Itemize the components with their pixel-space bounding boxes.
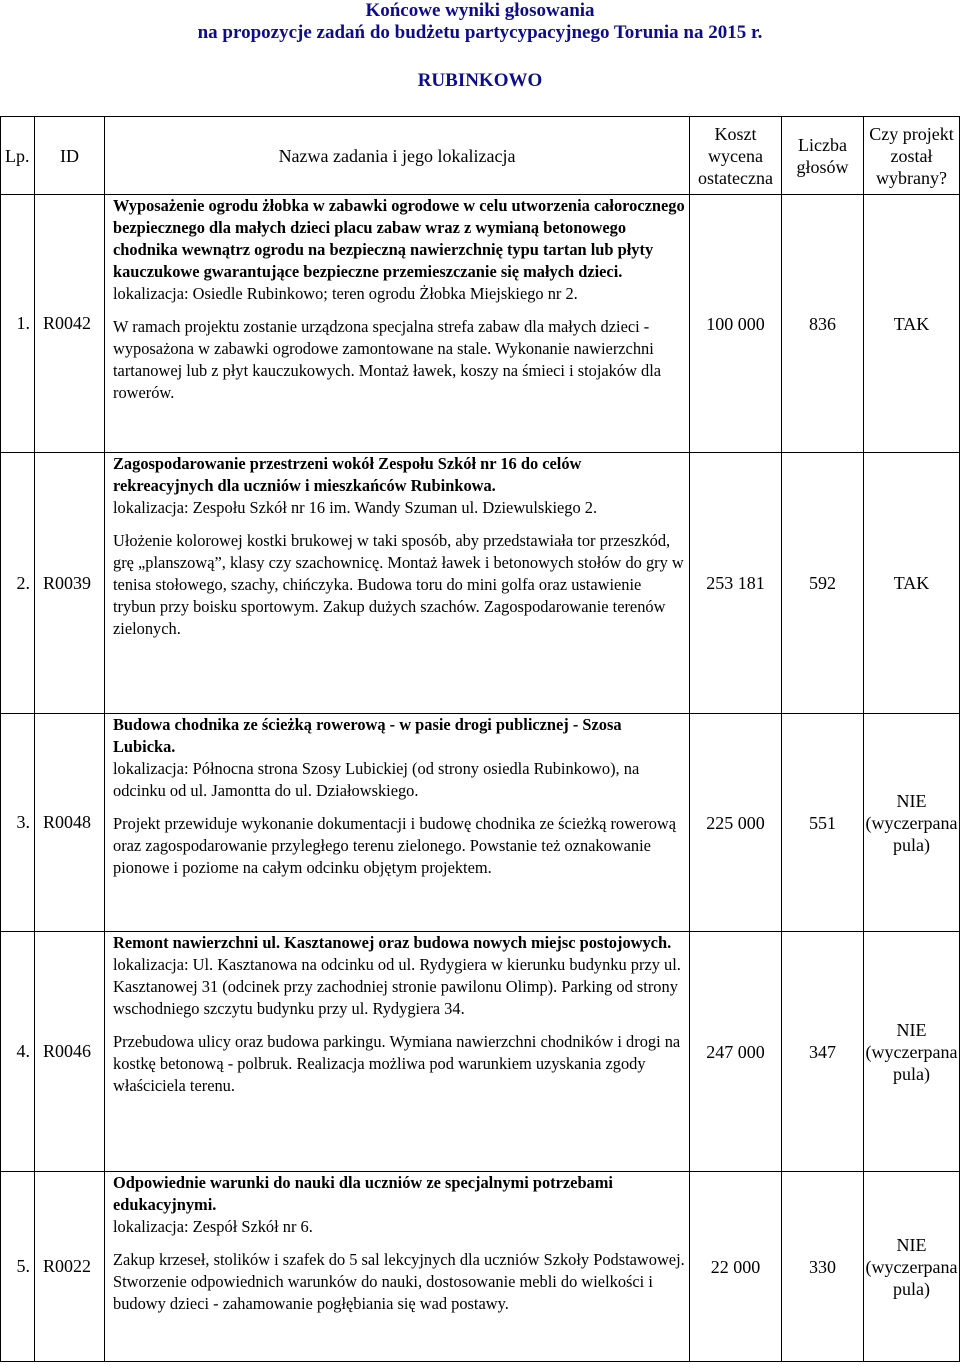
document-title: Końcowe wyniki głosowania [365, 0, 595, 21]
task-description: Projekt przewiduje wykonanie dokumentacji i budowę chodnika ze ścieżką rowerową oraz zagospodarowanie przyległego terenu zielonego. Powstanie też oznakowanie pionowe i poziome na całym odcinku objętym projektem. [113, 814, 677, 877]
table-row [1, 1172, 960, 1362]
row-id: R0042 [35, 195, 105, 453]
col-votes: Liczba głosów [782, 117, 864, 195]
district-name: RUBINKOWO [417, 70, 543, 91]
row-id: R0046 [35, 932, 105, 1172]
task-location: lokalizacja: Ul. Kasztanowa na odcinku od ul. Rydygiera w kierunku budynku przy ul. Kasztanowej 31 (odcinek przy zachodniej stronie pawilonu Olimp). Parking od strony wschodniego szczytu budynku przy ul. Rydygiera 34. [113, 955, 681, 1018]
col-chosen: Czy projekt został wybrany? [864, 117, 960, 195]
row-id: R0048 [35, 714, 105, 932]
row-lp: 5. [1, 1172, 35, 1362]
row-chosen: NIE (wyczerpana pula) [864, 932, 960, 1172]
document-subtitle: na propozycje zadań do budżetu partycypacyjnego Torunia na 2015 r. [197, 22, 763, 43]
row-lp: 4. [1, 932, 35, 1172]
row-id: R0039 [35, 453, 105, 714]
col-cost: Koszt wycena ostateczna [690, 117, 782, 195]
task-description: Przebudowa ulicy oraz budowa parkingu. Wymiana nawierzchni chodników i drogi na kostkę betonową - polbruk. Realizacja możliwa pod warunkiem uzyskania zgody właściciela terenu. [113, 1032, 681, 1095]
task-description: Zakup krzeseł, stolików i szafek do 5 sal lekcyjnych dla uczniów Szkoły Podstawowej. Stworzenie odpowiednich warunków do nauki, dostosowanie mebli do wielkości i budowy dzieci - zahamowanie pogłębiania się wad postawy. [113, 1250, 685, 1313]
task-location: lokalizacja: Osiedle Rubinkowo; teren ogrodu Żłobka Miejskiego nr 2. [113, 284, 578, 303]
row-votes: 836 [782, 195, 864, 453]
col-id: ID [35, 117, 105, 195]
row-lp: 3. [1, 714, 35, 932]
task-location: lokalizacja: Zespół Szkół nr 6. [113, 1217, 313, 1236]
row-lp: 1. [1, 195, 35, 453]
table-row [1, 453, 960, 714]
table-row [1, 195, 960, 453]
col-lp: Lp. [1, 117, 35, 195]
task-location: lokalizacja: Zespołu Szkół nr 16 im. Wandy Szuman ul. Dziewulskiego 2. [113, 498, 598, 517]
row-id: R0022 [35, 1172, 105, 1362]
task-title: Wyposażenie ogrodu żłobka w zabawki ogrodowe w celu utworzenia całorocznego bezpiecznego dla małych dzieci placu zabaw wraz z wymianą betonowego chodnika wewnątrz ogrodu na bezpieczną nawierzchnię typu tartan lub płyty kauczukowe gwarantujące bezpieczne przemieszczanie się małych dzieci. [113, 196, 685, 281]
row-votes: 347 [782, 932, 864, 1172]
row-description-cell [105, 195, 690, 453]
row-cost: 247 000 [690, 932, 782, 1172]
row-cost: 22 000 [690, 1172, 782, 1362]
row-cost: 100 000 [690, 195, 782, 453]
results-table [0, 116, 960, 1362]
row-cost: 225 000 [690, 714, 782, 932]
row-chosen: NIE (wyczerpana pula) [864, 714, 960, 932]
task-title: Odpowiednie warunki do nauki dla uczniów ze specjalnymi potrzebami edukacyjnymi. [113, 1173, 613, 1214]
row-description-cell [105, 1172, 690, 1362]
row-votes: 330 [782, 1172, 864, 1362]
row-chosen: NIE (wyczerpana pula) [864, 1172, 960, 1362]
row-votes: 551 [782, 714, 864, 932]
row-cost: 253 181 [690, 453, 782, 714]
task-title: Remont nawierzchni ul. Kasztanowej oraz budowa nowych miejsc postojowych. [113, 933, 672, 952]
col-name: Nazwa zadania i jego lokalizacja [105, 117, 690, 195]
table-row [1, 714, 960, 932]
task-location: lokalizacja: Północna strona Szosy Lubickiej (od strony osiedla Rubinkowo), na odcinku od ul. Jamontta do ul. Działowskiego. [113, 759, 640, 800]
row-lp: 2. [1, 453, 35, 714]
row-description-cell [105, 453, 690, 714]
task-description: W ramach projektu zostanie urządzona specjalna strefa zabaw dla małych dzieci - wyposażona w zabawki ogrodowe zamontowane na stale. Wykonanie nawierzchni tartanowej lub z płyt kauczukowych. Montaż ławek, koszy na śmieci i stojaków dla rowerów. [113, 317, 662, 402]
row-description-cell [105, 714, 690, 932]
task-description: Ułożenie kolorowej kostki brukowej w taki sposób, aby przedstawiała tor przeszkód, grę „planszową”, klasy czy szachownicę. Montaż ławek i betonowych stołów do gry w tenisa stołowego, szachy, chińczyka. Budowa toru do mini golfa oraz ustawienie trybun przy boisku sportowym. Zakup dużych szachów. Zagospodarowanie terenów zielonych. [113, 531, 684, 638]
table-header-row [1, 117, 960, 195]
row-chosen: TAK [864, 195, 960, 453]
row-description-cell [105, 932, 690, 1172]
table-row [1, 932, 960, 1172]
row-chosen: TAK [864, 453, 960, 714]
row-votes: 592 [782, 453, 864, 714]
task-title: Budowa chodnika ze ścieżką rowerową - w pasie drogi publicznej - Szosa Lubicka. [113, 715, 622, 756]
task-title: Zagospodarowanie przestrzeni wokół Zespołu Szkół nr 16 do celów rekreacyjnych dla uczniów i mieszkańców Rubinkowa. [113, 454, 582, 495]
